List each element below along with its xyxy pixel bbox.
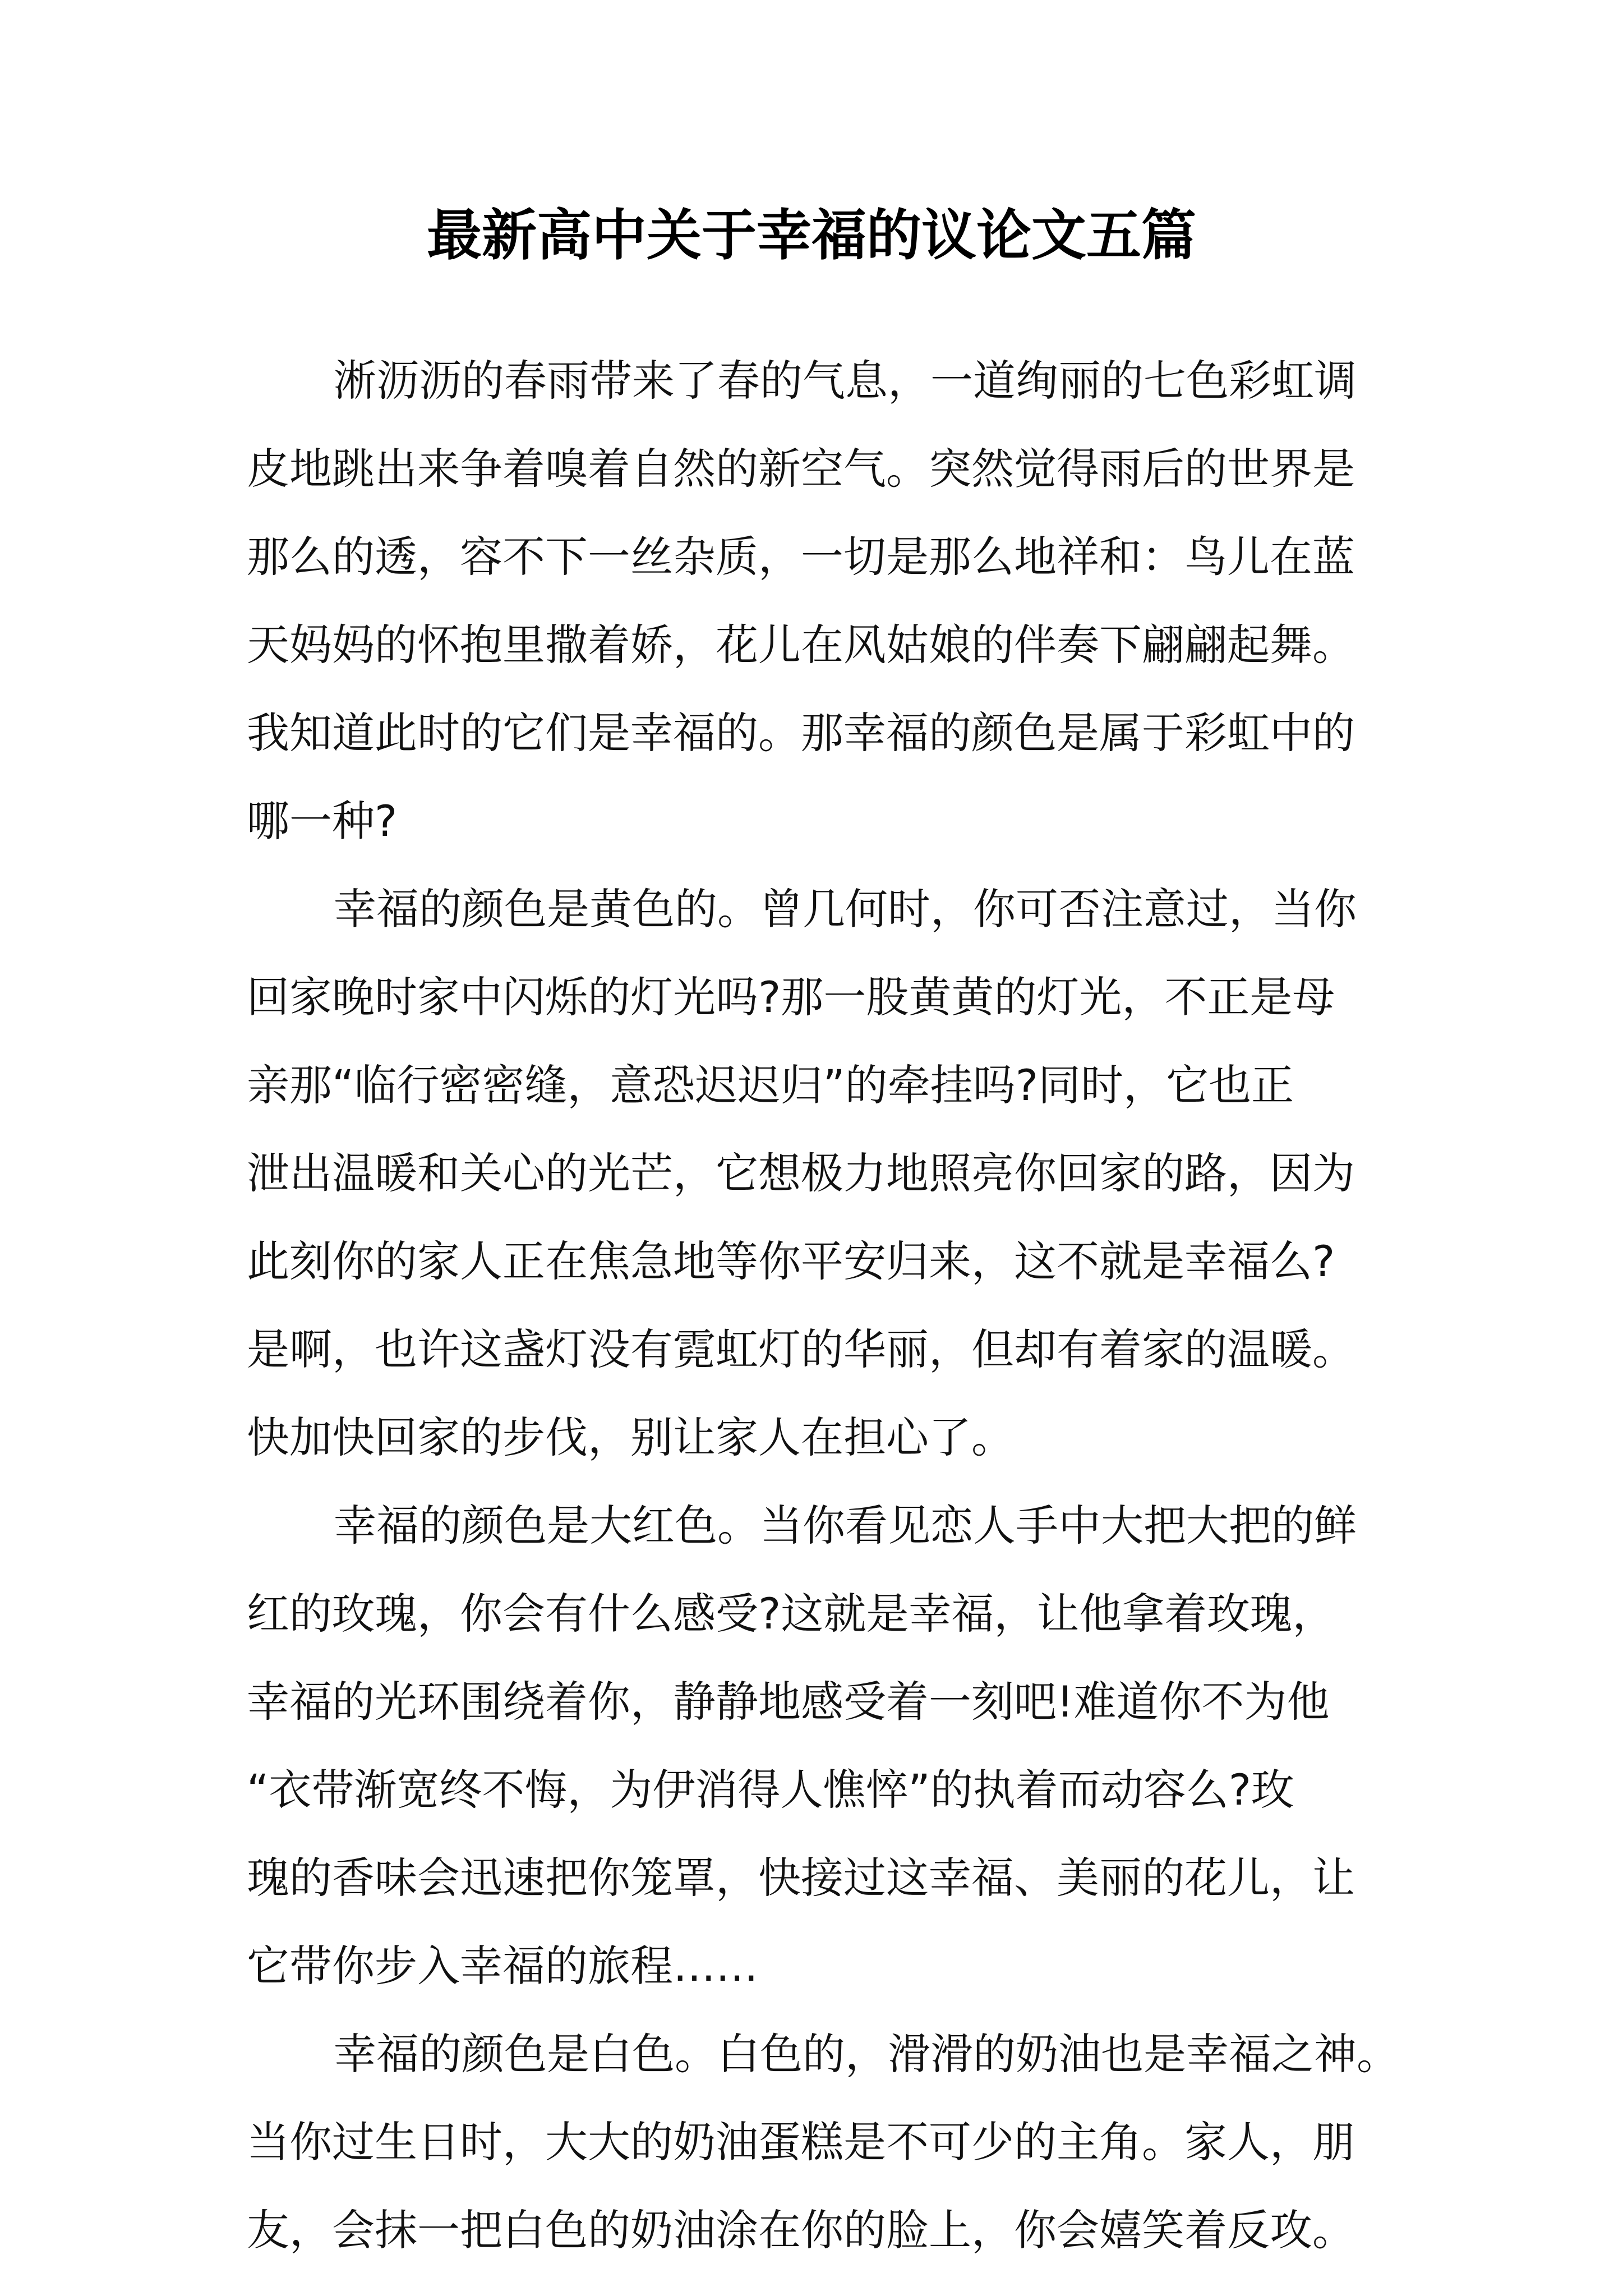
- text-line: 幸福的颜色是大红色。当你看见恋人手中大把大把的鲜: [334, 1501, 1357, 1550]
- text-line: 皮地跳出来争着嗅着自然的新空气。突然觉得雨后的世界是: [247, 444, 1355, 494]
- text-line: 友，会抹一把白色的奶油涂在你的脸上，你会嬉笑着反攻。: [247, 2205, 1355, 2255]
- text-line: 哪一种?: [247, 796, 398, 846]
- text-line: 天妈妈的怀抱里撒着娇，花儿在风姑娘的伴奏下翩翩起舞。: [247, 620, 1355, 670]
- text-line: 淅沥沥的春雨带来了春的气息，一道绚丽的七色彩虹调: [334, 356, 1357, 406]
- text-line: 我知道此时的它们是幸福的。那幸福的颜色是属于彩虹中的: [247, 708, 1355, 758]
- paragraph: [247, 337, 1380, 865]
- text-line: “衣带渐宽终不悔，为伊消得人憔悴”的执着而动容么?玫: [247, 1765, 1294, 1815]
- text-line: 当你过生日时，大大的奶油蛋糕是不可少的主角。家人，朋: [247, 2117, 1355, 2167]
- paragraph: [247, 1481, 1380, 2010]
- text-line: 幸福的颜色是白色。白色的，滑滑的奶油也是幸福之神。: [334, 2029, 1399, 2079]
- text-line: 那么的透，容不下一丝杂质，一切是那么地祥和：鸟儿在蓝: [247, 532, 1355, 582]
- text-line: 瑰的香味会迅速把你笼罩，快接过这幸福、美丽的花儿，让: [247, 1853, 1355, 1903]
- paragraph: [247, 865, 1380, 1481]
- text-line: 是啊，也许这盏灯没有霓虹灯的华丽，但却有着家的温暖。: [247, 1324, 1355, 1374]
- text-line: 亲那“临行密密缝，意恐迟迟归”的牵挂吗?同时，它也正: [247, 1060, 1294, 1110]
- text-line: 泄出温暖和关心的光芒，它想极力地照亮你回家的路，因为: [247, 1148, 1355, 1198]
- paragraph: [247, 2010, 1399, 2274]
- text-line: 幸福的颜色是黄色的。曾几何时，你可否注意过，当你: [334, 884, 1357, 934]
- text-line: 回家晚时家中闪烁的灯光吗?那一股黄黄的灯光，不正是母: [247, 972, 1335, 1022]
- text-line: 快加快回家的步伐，别让家人在担心了。: [247, 1412, 1014, 1462]
- text-line: 此刻你的家人正在焦急地等你平安归来，这不就是幸福么?: [247, 1236, 1335, 1286]
- text-line: 它带你步入幸福的旅程……: [247, 1941, 758, 1991]
- text-line: 红的玫瑰，你会有什么感受?这就是幸福，让他拿着玫瑰，: [247, 1589, 1335, 1639]
- document-body: [247, 337, 1399, 2274]
- document-title: 最新高中关于幸福的议论文五篇: [426, 203, 1196, 268]
- text-line: 幸福的光环围绕着你，静静地感受着一刻吧!难道你不为他: [247, 1677, 1330, 1727]
